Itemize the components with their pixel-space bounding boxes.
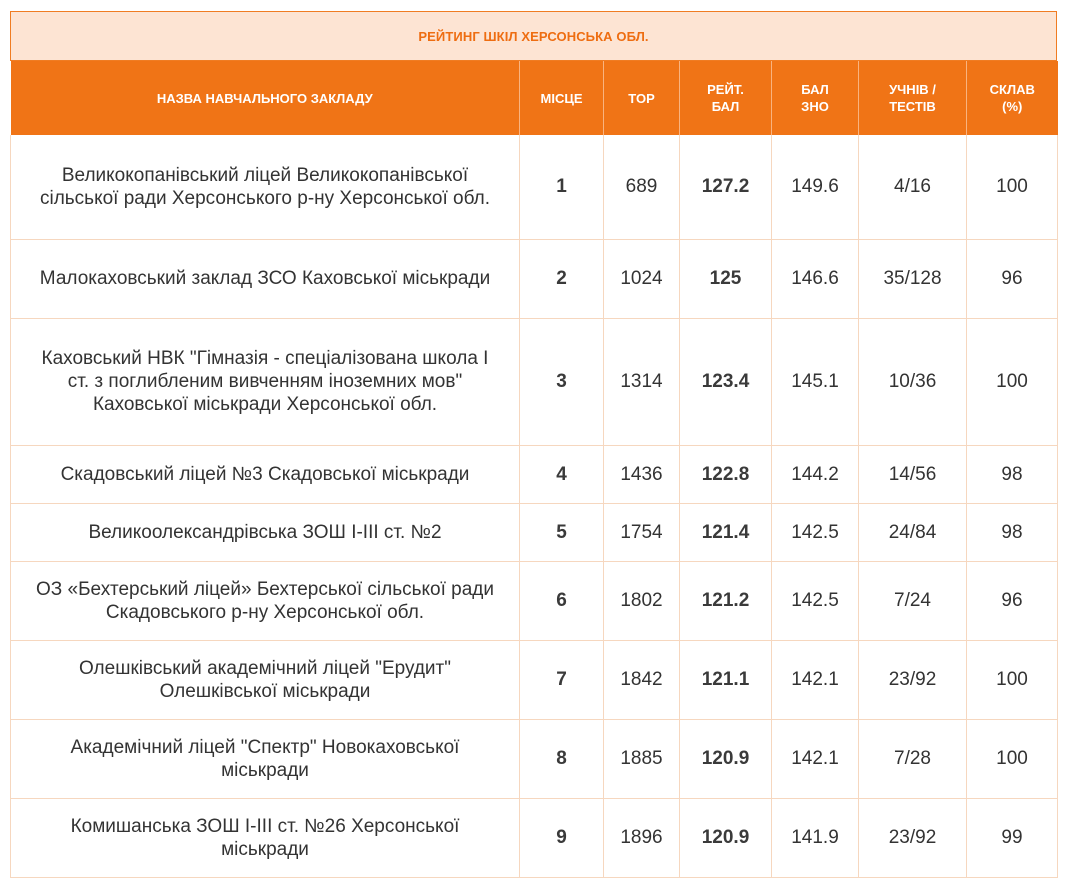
top-value: 689 — [604, 135, 680, 239]
pct-value: 96 — [967, 561, 1058, 640]
table-row — [11, 318, 1058, 445]
pct-value: 99 — [967, 798, 1058, 877]
zno-value: 149.6 — [772, 135, 859, 239]
place-value: 3 — [520, 318, 604, 445]
table-row — [11, 239, 1058, 318]
students-value: 10/36 — [859, 318, 967, 445]
students-value: 4/16 — [859, 135, 967, 239]
ranking-table-container — [10, 11, 1057, 878]
place-value: 4 — [520, 445, 604, 503]
pct-value: 98 — [967, 445, 1058, 503]
pct-value: 100 — [967, 135, 1058, 239]
school-name: Скадовський ліцей №3 Скадовської міськради — [11, 445, 520, 503]
school-name: Академічний ліцей "Спектр" Новокаховської міськради — [11, 719, 520, 798]
top-value: 1896 — [604, 798, 680, 877]
school-name: Каховський НВК "Гімназія - спеціалізована школа І ст. з поглибленим вивченням іноземних мов" Каховської міськради Херсонської обл. — [11, 318, 520, 445]
zno-value: 141.9 — [772, 798, 859, 877]
header-name: НАЗВА НАВЧАЛЬНОГО ЗАКЛАДУ — [11, 61, 520, 135]
pct-value: 100 — [967, 640, 1058, 719]
pct-value: 100 — [967, 318, 1058, 445]
students-value: 23/92 — [859, 798, 967, 877]
zno-value: 144.2 — [772, 445, 859, 503]
rating-value: 127.2 — [680, 135, 772, 239]
top-value: 1802 — [604, 561, 680, 640]
rating-value: 121.2 — [680, 561, 772, 640]
header-top: TOP — [604, 61, 680, 135]
rating-value: 125 — [680, 239, 772, 318]
zno-value: 146.6 — [772, 239, 859, 318]
header-rating: РЕЙТ. БАЛ — [680, 61, 772, 135]
place-value: 9 — [520, 798, 604, 877]
students-value: 7/28 — [859, 719, 967, 798]
place-value: 8 — [520, 719, 604, 798]
school-name: Комишанська ЗОШ І-ІІІ ст. №26 Херсонської міськради — [11, 798, 520, 877]
zno-value: 142.1 — [772, 640, 859, 719]
table-row — [11, 640, 1058, 719]
place-value: 1 — [520, 135, 604, 239]
students-value: 14/56 — [859, 445, 967, 503]
place-value: 7 — [520, 640, 604, 719]
table-row — [11, 719, 1058, 798]
top-value: 1436 — [604, 445, 680, 503]
pct-value: 100 — [967, 719, 1058, 798]
rating-value: 121.4 — [680, 503, 772, 561]
school-name: Великоолександрівська ЗОШ І-ІІІ ст. №2 — [11, 503, 520, 561]
table-row — [11, 503, 1058, 561]
top-value: 1885 — [604, 719, 680, 798]
header-students: УЧНІВ / ТЕСТІВ — [859, 61, 967, 135]
table-row — [11, 561, 1058, 640]
students-value: 7/24 — [859, 561, 967, 640]
header-zno: БАЛ ЗНО — [772, 61, 859, 135]
zno-value: 142.1 — [772, 719, 859, 798]
table-body — [11, 135, 1058, 877]
table-row — [11, 445, 1058, 503]
pct-value: 98 — [967, 503, 1058, 561]
header-place: МІСЦЕ — [520, 61, 604, 135]
zno-value: 142.5 — [772, 503, 859, 561]
table-row — [11, 798, 1058, 877]
table-row — [11, 135, 1058, 239]
students-value: 35/128 — [859, 239, 967, 318]
top-value: 1314 — [604, 318, 680, 445]
table-title: РЕЙТИНГ ШКІЛ ХЕРСОНСЬКА ОБЛ. — [10, 11, 1057, 61]
rating-value: 120.9 — [680, 719, 772, 798]
zno-value: 142.5 — [772, 561, 859, 640]
rating-value: 123.4 — [680, 318, 772, 445]
table-header — [11, 61, 1058, 135]
ranking-table — [10, 61, 1058, 878]
place-value: 5 — [520, 503, 604, 561]
school-name: Великокопанівський ліцей Великокопанівської сільської ради Херсонського р-ну Херсонської обл. — [11, 135, 520, 239]
rating-value: 122.8 — [680, 445, 772, 503]
school-name: Малокаховський заклад ЗСО Каховської міськради — [11, 239, 520, 318]
zno-value: 145.1 — [772, 318, 859, 445]
rating-value: 121.1 — [680, 640, 772, 719]
students-value: 24/84 — [859, 503, 967, 561]
school-name: Олешківський академічний ліцей "Ерудит" Олешківської міськради — [11, 640, 520, 719]
header-pct: СКЛАВ (%) — [967, 61, 1058, 135]
top-value: 1024 — [604, 239, 680, 318]
school-name: ОЗ «Бехтерський ліцей» Бехтерської сільської ради Скадовського р-ну Херсонської обл. — [11, 561, 520, 640]
rating-value: 120.9 — [680, 798, 772, 877]
place-value: 2 — [520, 239, 604, 318]
place-value: 6 — [520, 561, 604, 640]
students-value: 23/92 — [859, 640, 967, 719]
pct-value: 96 — [967, 239, 1058, 318]
top-value: 1842 — [604, 640, 680, 719]
top-value: 1754 — [604, 503, 680, 561]
